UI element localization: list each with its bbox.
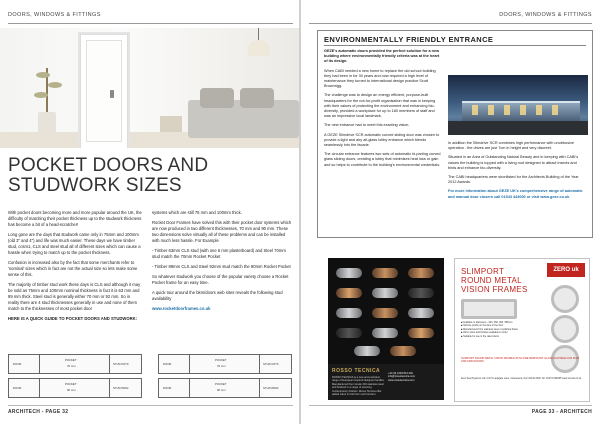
stud-diagram bbox=[8, 378, 142, 398]
paragraph: In addition the Slimdrive SCR combines high performance with unobtrusive operation - the drives are just 7cm in height and very discreet. bbox=[448, 141, 574, 151]
handle-image bbox=[336, 308, 362, 318]
diagram-label: 70 mm bbox=[67, 364, 76, 368]
diagram-label: STUD 89/92 bbox=[113, 386, 129, 390]
advert-phone: +44 (0) 1629 813 294 bbox=[388, 372, 413, 375]
vision-frame-image bbox=[461, 299, 517, 319]
header-rule bbox=[8, 23, 293, 24]
rosso-tecnica-logo: ROSSO TECNICA bbox=[332, 368, 381, 374]
handle-image bbox=[336, 268, 362, 278]
building-photo bbox=[448, 75, 588, 135]
feature-column-2 bbox=[448, 141, 586, 204]
zero-slimport-advert[interactable] bbox=[454, 258, 590, 402]
building-window bbox=[536, 105, 542, 115]
diagram-label: POCKET bbox=[215, 358, 227, 362]
title-line-2: STUDWORK SIZES bbox=[8, 175, 182, 196]
feature-box bbox=[317, 30, 593, 238]
round-vision-frame-icon bbox=[551, 285, 579, 313]
diagram-label: 70 mm bbox=[217, 364, 226, 368]
header-rule bbox=[309, 23, 592, 24]
handle-image bbox=[372, 308, 398, 318]
page-footer: PAGE 33 - ARCHITECH bbox=[531, 409, 592, 415]
handle-image bbox=[372, 268, 398, 278]
pocket-door-frame bbox=[78, 32, 130, 148]
handle-image bbox=[354, 346, 380, 356]
feature-item: ■ Suitable for use in fire rated doors bbox=[461, 334, 499, 338]
footer-rule bbox=[309, 405, 592, 406]
plant-pot bbox=[38, 112, 56, 134]
handle-image bbox=[372, 328, 398, 338]
building-window bbox=[520, 105, 526, 115]
left-page bbox=[0, 0, 299, 424]
pillow bbox=[240, 88, 274, 108]
paragraph: A GEZE Slimdrive SCR automatic curved sliding door was chosen to provide a light and airy all-glass lobby entrance which blends seamlessly into the facade. bbox=[324, 132, 440, 148]
handle-image bbox=[372, 288, 398, 298]
diagram-label: POCKET bbox=[215, 382, 227, 386]
diagram-label: POCKET bbox=[65, 358, 77, 362]
diagram-label: 90 mm bbox=[217, 388, 226, 392]
advert-title-line: ROUND METAL bbox=[461, 276, 522, 285]
stud-diagram bbox=[158, 354, 292, 374]
contact-info: For more information about GEZE UK's comprehensive range of automatic and manual door closers call 01543 443000 or visit www.geze.co.uk bbox=[448, 189, 583, 199]
pillow bbox=[200, 88, 234, 108]
paragraph: When CABI needed a new home to replace the old school building they had been in for 30 years and now required a high level of maintenance they turned to international design practice Scott Brownrigg. bbox=[324, 68, 436, 89]
advert-text: ROSSO TECNICA is a new and exclusive range of European inspired designer handles. Manufactured from Grade 304 stainless steel and finished in a range of stunning contemporary finishes. Rosso Tecnica offer added value in both form and function. bbox=[332, 376, 385, 397]
diagram-label: STUD 89/92 bbox=[263, 386, 279, 390]
zero-logo: ZERO uk bbox=[547, 263, 585, 277]
feature-item: ■ Slimline profile on the face of the door bbox=[461, 324, 504, 328]
article-column-2 bbox=[152, 210, 292, 316]
plant-leaf bbox=[36, 72, 50, 78]
advert-email: info@rossotecnica.com bbox=[388, 375, 415, 379]
handle-image bbox=[390, 346, 416, 356]
paragraph: The challenge was to design an energy efficient, purpose-built headquarters for the not-for-profit organisation that was in keeping with their values of protecting the environment and enhancing bio-diversity, provided a workplace for up to 180 members of staff and was an impressive local landmark. bbox=[324, 93, 436, 119]
feature-column-1 bbox=[324, 49, 442, 172]
page-footer: ARCHITECH - PAGE 32 bbox=[8, 409, 69, 415]
diagram-label: DOOR bbox=[13, 362, 22, 366]
article-column-1 bbox=[8, 210, 142, 326]
plant-leaf bbox=[34, 92, 48, 98]
diagram-label: STUD 63/70 bbox=[113, 362, 129, 366]
section-header: DOORS, WINDOWS & FITTINGS bbox=[8, 12, 101, 18]
diagram-label: DOOR bbox=[13, 386, 22, 390]
paragraph: So whatever studwork you choose of the popular variety choose a Rocket Pocket frame for an easy time. bbox=[152, 274, 289, 285]
plant-leaf bbox=[48, 82, 62, 88]
handle-image bbox=[408, 308, 434, 318]
interior-photo bbox=[0, 28, 299, 148]
paragraph: With pocket doors becoming more and more popular around the UK, the difficulty of matching their pocket thickness up to the studwork thickness has become a bit of a head-scratcher! bbox=[8, 210, 142, 227]
paragraph: - Timber 89mm CLS and Steel 92mm stud match the 90mm Rocket Pocket bbox=[152, 264, 291, 269]
stud-diagram bbox=[158, 378, 292, 398]
paragraph: GEZE's automatic doors provided the perfect solution for a new building where environmentally friendly criteria was at the heart of its design. bbox=[324, 49, 440, 64]
door-panel bbox=[86, 40, 122, 142]
stud-diagram bbox=[8, 354, 142, 374]
handle-image bbox=[408, 268, 434, 278]
feature-title: ENVIRONMENTALLY FRIENDLY ENTRANCE bbox=[324, 35, 494, 44]
lamp-cord bbox=[258, 28, 259, 40]
door-handle bbox=[110, 90, 114, 98]
stud-diagrams bbox=[8, 354, 291, 398]
handle-image bbox=[336, 288, 362, 298]
rosso-tecnica-advert[interactable] bbox=[328, 258, 444, 400]
advert-highlight: SLIMPORT ROUND METAL VISION FRAMES WITH FIRE RESISTANT GLASS SUITABLE FOR FD30 AND FD60 DOORS bbox=[461, 357, 580, 364]
paragraph: A quick tour around the bkm/doors web sites reveals the following stud availability bbox=[152, 290, 283, 301]
website-link[interactable]: www.rocketdoorframes.co.uk bbox=[152, 306, 211, 311]
diagram-label: POCKET bbox=[65, 382, 77, 386]
diagram-label: DOOR bbox=[163, 362, 172, 366]
feature-list bbox=[461, 321, 541, 338]
guide-heading: HERE IS A QUICK GUIDE TO POCKET DOORS AND STUDWORK: bbox=[8, 316, 138, 321]
diagram-label: STUD 63/70 bbox=[263, 362, 279, 366]
paragraph: - Timber 63mm CLS stud (with one 6 mm plasterboard) and Steel 70mm stud match the 70mm Rocket Pocket bbox=[152, 248, 286, 259]
building-window bbox=[472, 105, 478, 115]
paragraph: The majority of timber stud work these days is CLS and although it may be sold as 75mm and 100mm nominal thickness in fact it is 63 mm and 89 mm thick. Steel stud is generally either 70 mm or 92 mm. So in reality there are 4 stud thicknesses generally in use and none of them match to the thicknesses of most pocket door bbox=[8, 282, 141, 311]
feature-item: ■ Other sizes and finishes available to order bbox=[461, 331, 508, 335]
handle-image bbox=[408, 328, 434, 338]
building-ground bbox=[448, 121, 588, 135]
title-line-1: POCKET DOORS AND bbox=[8, 155, 209, 176]
pendant-lamp bbox=[248, 40, 270, 56]
advert-contact bbox=[388, 372, 442, 382]
building-window bbox=[504, 105, 510, 115]
feature-item: ■ Available in diameters - 200, 250, 300, 350mm bbox=[461, 321, 513, 324]
side-table bbox=[160, 116, 182, 132]
feature-rule bbox=[324, 45, 586, 46]
handle-image bbox=[408, 288, 434, 298]
footer-rule bbox=[8, 405, 293, 406]
building-window bbox=[552, 105, 558, 115]
paragraph: Confusion is increased also by the fact that some merchants refer to 'nominal' sizes which in fact are not the actual size so lets make some sense of this. bbox=[8, 260, 138, 277]
paragraph: Situated in an Area of Outstanding Natural Beauty and in keeping with CABI's values the building is topped with a living roof designed to attract insects and birds and enhance bio-diversity. bbox=[448, 155, 579, 170]
diagram-label: DOOR bbox=[163, 386, 172, 390]
advert-title bbox=[461, 267, 528, 294]
section-header: DOORS, WINDOWS & FITTINGS bbox=[499, 12, 592, 18]
paragraph: Long gone are the days that studwork came only in 75mm and 100mm (old 3" and 4") and life was much easier. These days we have timber stud, ccsm1, CLS and steel stud all of different sizes which can cause a hassle when trying to match up to the pocket thickness. bbox=[8, 232, 141, 255]
handle-image bbox=[336, 328, 362, 338]
building-window bbox=[488, 105, 494, 115]
advert-website: www.rossotecnica.com bbox=[388, 378, 415, 382]
advert-contact: Zero Seal Systems Ltd, Unit 6 Ladygate Lane, Gravesend, Kent DA11 0DD. Tel: 01474 546065 www.zerouk.co.uk bbox=[461, 377, 582, 380]
diagram-label: 90 mm bbox=[67, 388, 76, 392]
paragraph: The CABI headquarters were shortlisted for the Architects Building of the Year 2012 Awards. bbox=[448, 175, 579, 185]
paragraph: The new entrance had to meet this exacting vision. bbox=[324, 123, 410, 128]
paragraph: Rocket Door Frames have solved this with their pocket door systems which are now produced in two different thicknesses, 70 mm and 90 mm. These two dimensions solve virtually all of these problems and can be installed with much less hassle. For Example bbox=[152, 220, 292, 243]
round-vision-frame-icon bbox=[551, 315, 579, 343]
paragraph: The circular entrance features two sets of automatic bi-parting curved glass sliding doors, creating a lobby that minimises heat loss or gain and so helps to contribute to the building's environmental credentials. bbox=[324, 152, 441, 167]
feature-item: ■ Manufactured from stainless steel or polished brass bbox=[461, 327, 518, 331]
advert-title-line: VISION FRAMES bbox=[461, 285, 528, 294]
advert-title-line: SLIMPORT bbox=[461, 267, 505, 276]
paragraph: systems which are still 75 mm and 100mm thick. bbox=[152, 210, 242, 215]
article-title bbox=[8, 156, 293, 196]
